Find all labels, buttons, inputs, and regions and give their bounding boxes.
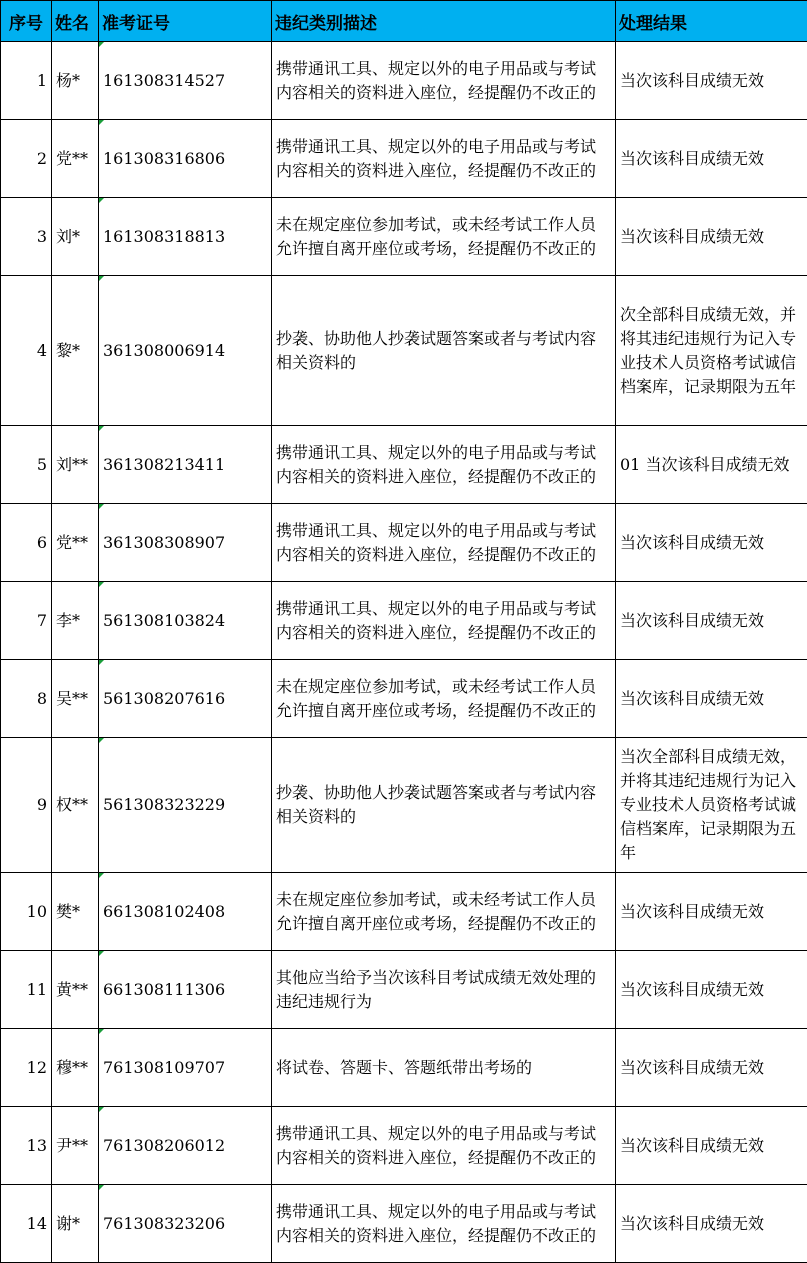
cell-result: 当次该科目成绩无效: [616, 951, 807, 1029]
cell-seq: 14: [1, 1185, 52, 1263]
table-row: [1, 660, 807, 738]
table-row: [1, 426, 807, 504]
cell-result: 当次该科目成绩无效: [616, 198, 807, 276]
cell-seq: 1: [1, 42, 52, 120]
cell-name: 权**: [52, 738, 99, 873]
cell-name: 吴**: [52, 660, 99, 738]
table-row: [1, 738, 807, 873]
cell-name: 刘*: [52, 198, 99, 276]
cell-seq: 8: [1, 660, 52, 738]
cell-seq: 7: [1, 582, 52, 660]
cell-exam-id: 561308323229: [99, 738, 272, 873]
cell-result: 当次该科目成绩无效: [616, 660, 807, 738]
cell-name: 谢*: [52, 1185, 99, 1263]
cell-result: 当次该科目成绩无效: [616, 504, 807, 582]
cell-seq: 10: [1, 873, 52, 951]
table-row: [1, 42, 807, 120]
cell-violation-desc: 将试卷、答题卡、答题纸带出考场的: [272, 1029, 616, 1107]
cell-seq: 13: [1, 1107, 52, 1185]
cell-violation-desc: 携带通讯工具、规定以外的电子用品或与考试内容相关的资料进入座位，经提醒仍不改正的: [272, 1185, 616, 1263]
cell-exam-id: 561308103824: [99, 582, 272, 660]
cell-violation-desc: 携带通讯工具、规定以外的电子用品或与考试内容相关的资料进入座位，经提醒仍不改正的: [272, 42, 616, 120]
cell-violation-desc: 携带通讯工具、规定以外的电子用品或与考试内容相关的资料进入座位，经提醒仍不改正的: [272, 582, 616, 660]
cell-result: 当次该科目成绩无效: [616, 1185, 807, 1263]
header-violation-desc: 违纪类别描述: [272, 1, 616, 42]
cell-exam-id: 361308006914: [99, 276, 272, 426]
header-exam-id: 准考证号: [99, 1, 272, 42]
cell-violation-desc: 其他应当给予当次该科目考试成绩无效处理的违纪违规行为: [272, 951, 616, 1029]
cell-result: 当次该科目成绩无效: [616, 42, 807, 120]
cell-exam-id: 361308308907: [99, 504, 272, 582]
cell-result: 当次该科目成绩无效: [616, 120, 807, 198]
cell-exam-id: 361308213411: [99, 426, 272, 504]
cell-exam-id: 561308207616: [99, 660, 272, 738]
header-seq: 序号: [1, 1, 52, 42]
table-row: [1, 1029, 807, 1107]
cell-name: 黄**: [52, 951, 99, 1029]
cell-name: 党**: [52, 120, 99, 198]
cell-name: 黎*: [52, 276, 99, 426]
cell-name: 杨*: [52, 42, 99, 120]
cell-violation-desc: 携带通讯工具、规定以外的电子用品或与考试内容相关的资料进入座位，经提醒仍不改正的: [272, 504, 616, 582]
cell-result: 当次该科目成绩无效: [616, 1029, 807, 1107]
header-name: 姓名: [52, 1, 99, 42]
cell-name: 党**: [52, 504, 99, 582]
cell-name: 刘**: [52, 426, 99, 504]
cell-exam-id: 161308314527: [99, 42, 272, 120]
table-row: [1, 120, 807, 198]
cell-seq: 9: [1, 738, 52, 873]
table-row: [1, 198, 807, 276]
cell-result: 01 当次该科目成绩无效: [616, 426, 807, 504]
cell-violation-desc: 未在规定座位参加考试，或未经考试工作人员允许擅自离开座位或考场，经提醒仍不改正的: [272, 873, 616, 951]
cell-seq: 2: [1, 120, 52, 198]
cell-seq: 12: [1, 1029, 52, 1107]
cell-seq: 3: [1, 198, 52, 276]
cell-name: 尹**: [52, 1107, 99, 1185]
cell-result: 次全部科目成绩无效，并将其违纪违规行为记入专业技术人员资格考试诚信档案库，记录期限为五年: [616, 276, 807, 426]
table-row: [1, 582, 807, 660]
cell-result: 当次该科目成绩无效: [616, 582, 807, 660]
cell-violation-desc: 未在规定座位参加考试，或未经考试工作人员允许擅自离开座位或考场，经提醒仍不改正的: [272, 660, 616, 738]
cell-result: 当次该科目成绩无效: [616, 873, 807, 951]
cell-result: 当次该科目成绩无效: [616, 1107, 807, 1185]
header-row: [1, 1, 807, 42]
cell-violation-desc: 携带通讯工具、规定以外的电子用品或与考试内容相关的资料进入座位，经提醒仍不改正的: [272, 120, 616, 198]
cell-violation-desc: 未在规定座位参加考试，或未经考试工作人员允许擅自离开座位或考场，经提醒仍不改正的: [272, 198, 616, 276]
table-row: [1, 1185, 807, 1263]
header-result: 处理结果: [616, 1, 807, 42]
cell-violation-desc: 抄袭、协助他人抄袭试题答案或者与考试内容相关资料的: [272, 276, 616, 426]
cell-violation-desc: 携带通讯工具、规定以外的电子用品或与考试内容相关的资料进入座位，经提醒仍不改正的: [272, 426, 616, 504]
cell-seq: 6: [1, 504, 52, 582]
table-row: [1, 504, 807, 582]
table-row: [1, 276, 807, 426]
cell-seq: 5: [1, 426, 52, 504]
cell-result: 当次全部科目成绩无效，并将其违纪违规行为记入专业技术人员资格考试诚信档案库，记录期限为五年: [616, 738, 807, 873]
cell-exam-id: 761308206012: [99, 1107, 272, 1185]
cell-exam-id: 161308316806: [99, 120, 272, 198]
cell-exam-id: 761308109707: [99, 1029, 272, 1107]
table-row: [1, 951, 807, 1029]
table-row: [1, 1107, 807, 1185]
cell-exam-id: 661308102408: [99, 873, 272, 951]
cell-seq: 4: [1, 276, 52, 426]
table-row: [1, 873, 807, 951]
cell-exam-id: 661308111306: [99, 951, 272, 1029]
cell-exam-id: 161308318813: [99, 198, 272, 276]
cell-violation-desc: 携带通讯工具、规定以外的电子用品或与考试内容相关的资料进入座位，经提醒仍不改正的: [272, 1107, 616, 1185]
cell-name: 樊*: [52, 873, 99, 951]
cell-violation-desc: 抄袭、协助他人抄袭试题答案或者与考试内容相关资料的: [272, 738, 616, 873]
cell-seq: 11: [1, 951, 52, 1029]
cell-name: 李*: [52, 582, 99, 660]
cell-exam-id: 761308323206: [99, 1185, 272, 1263]
cell-name: 穆**: [52, 1029, 99, 1107]
